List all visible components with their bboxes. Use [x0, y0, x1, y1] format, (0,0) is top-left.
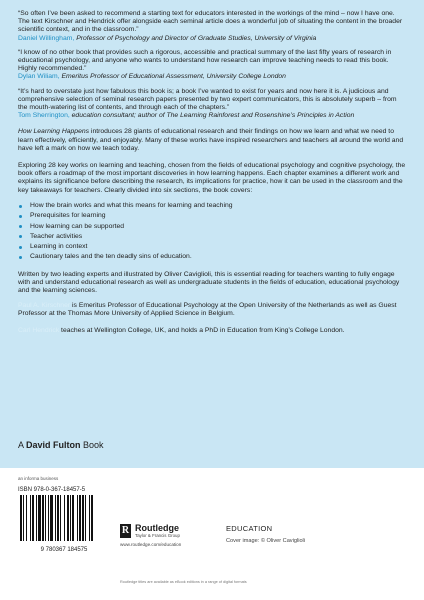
imprint-prefix: A: [18, 440, 27, 450]
list-item-text: Prerequisites for learning: [30, 212, 106, 220]
endorsement-2: [18, 49, 406, 82]
author-name: Paul A. Kirschner: [18, 301, 71, 309]
bullet-icon: [19, 246, 22, 249]
endorser-name: Daniel Willingham,: [18, 34, 75, 42]
isbn-block: [18, 487, 110, 553]
publisher-url: www.routledge.com/education: [120, 542, 182, 547]
endorsement-text: “So often I’ve been asked to recommend a starting text for educators interested in the workings of the mind – now I have one. The text Kirschner and Hendrick offer alongside each seminal article does a wonderful job of situating the content in the broader scientific context, and in the classroom.”: [18, 10, 403, 34]
author-name: Carl Hendrick: [18, 326, 60, 334]
publisher-name: Routledge: [135, 523, 179, 533]
list-item-text: Teacher activities: [30, 232, 83, 240]
bullet-icon: [19, 256, 22, 259]
endorser-role: Emeritus Professor of Educational Assessment, University College London: [61, 73, 286, 81]
endorsement-attribution: [18, 73, 406, 81]
endorser-role: Professor of Psychology and Director of Graduate Studies, University of Virginia: [76, 34, 317, 42]
intro-paragraph: [18, 128, 406, 153]
endorsement-3: [18, 88, 406, 121]
author-bio-1: [18, 302, 406, 319]
list-item-text: Learning in context: [30, 243, 88, 251]
cover-footer: [0, 468, 424, 600]
bullet-icon: [19, 215, 22, 218]
informa-label: an informa business: [18, 476, 59, 481]
bullet-icon: [19, 225, 22, 228]
list-item: [18, 222, 406, 232]
endorsement-1: [18, 10, 406, 43]
sections-list: [18, 201, 406, 262]
routledge-logo-icon: R: [121, 525, 130, 536]
closing-paragraph: Written by two leading experts and illustrated by Oliver Caviglioli, this is essential reading for teachers wanting to fully engage with and understand educational research as well as undergraduate students in the fields of education, educational psychology and the learning sciences.: [18, 270, 400, 295]
author-bio-text: teaches at Wellington College, UK, and holds a PhD in Education from King’s College London.: [59, 326, 345, 334]
blurb-content: [18, 10, 406, 343]
bullet-icon: [19, 205, 22, 208]
list-item: [18, 201, 406, 211]
endorsement-text: “It’s hard to overstate just how fabulous this book is; a book I’ve wanted to exist for years and now here it is. A judicious and comprehensive selection of seminal research papers presented by two expert communicators, this is absolutely superb – from the mouth-watering list of contents, and through each of the chapters.”: [18, 87, 397, 112]
list-item: [18, 252, 406, 262]
author-bio-2: [18, 327, 406, 335]
list-item-text: How the brain works and what this means for learning and teaching: [30, 202, 233, 210]
description-paragraph: Exploring 28 key works on learning and teaching, chosen from the fields of educational psychology and cognitive psychology, the book offers a roadmap of the most important discoveries in how learning happens. Each chapter examines a different work and explains its significance before describing the research, its implications for practice, how it can be used in the classroom and the key takeaways for teachers. Clearly divided into six sections, the book covers:: [18, 161, 406, 194]
category-label: EDUCATION: [226, 524, 273, 533]
intro-text: introduces 28 giants of educational research and their findings on how we learn and what we need to learn effectively, efficiently, and enjoyably. Many of these works have inspired researchers and teachers all around the world and have left a mark on how we teach today.: [18, 128, 404, 153]
imprint-label: [18, 440, 104, 450]
isbn-number: ISBN 978-0-367-18457-5: [18, 487, 86, 493]
cover-credit: Cover image: © Oliver Caviglioli: [226, 538, 306, 544]
endorsement-attribution: [18, 35, 406, 43]
ebook-note: Routledge titles are available as eBook editions in a range of digital formats: [120, 580, 247, 584]
barcode-icon: [18, 495, 110, 541]
author-bio-text: is Emeritus Professor of Educational Psychology at the Open University of the Netherlands as well as Guest Professor at the Thomas More University of Applied Science in Belgium.: [18, 301, 397, 318]
barcode-digits: 9 780367 184575: [40, 547, 88, 553]
publisher-subtitle: Taylor & Francis Group: [135, 533, 180, 538]
book-title: How Learning Happens: [18, 128, 90, 136]
endorsement-attribution: [18, 112, 406, 120]
imprint-suffix: Book: [80, 440, 104, 450]
endorser-name: Tom Sherrington,: [18, 112, 70, 120]
endorser-name: Dylan Wiliam,: [18, 73, 60, 81]
bullet-icon: [19, 235, 22, 238]
list-item: [18, 232, 406, 242]
list-item: [18, 211, 406, 221]
list-item-text: How learning can be supported: [30, 222, 125, 230]
endorser-role: education consultant; author of The Learning Rainforest and Rosenshine’s Principles in Action: [71, 112, 355, 120]
imprint-name: David Fulton: [26, 440, 81, 450]
list-item-text: Cautionary tales and the ten deadly sins of education.: [30, 253, 192, 261]
list-item: [18, 242, 406, 252]
endorsement-text: “I know of no other book that provides such a rigorous, accessible and practical summary of the last fifty years of research in educational psychology, and anyone who wants to understand how research can improve teaching needs to read this book. Highly recommended.”: [18, 48, 392, 73]
